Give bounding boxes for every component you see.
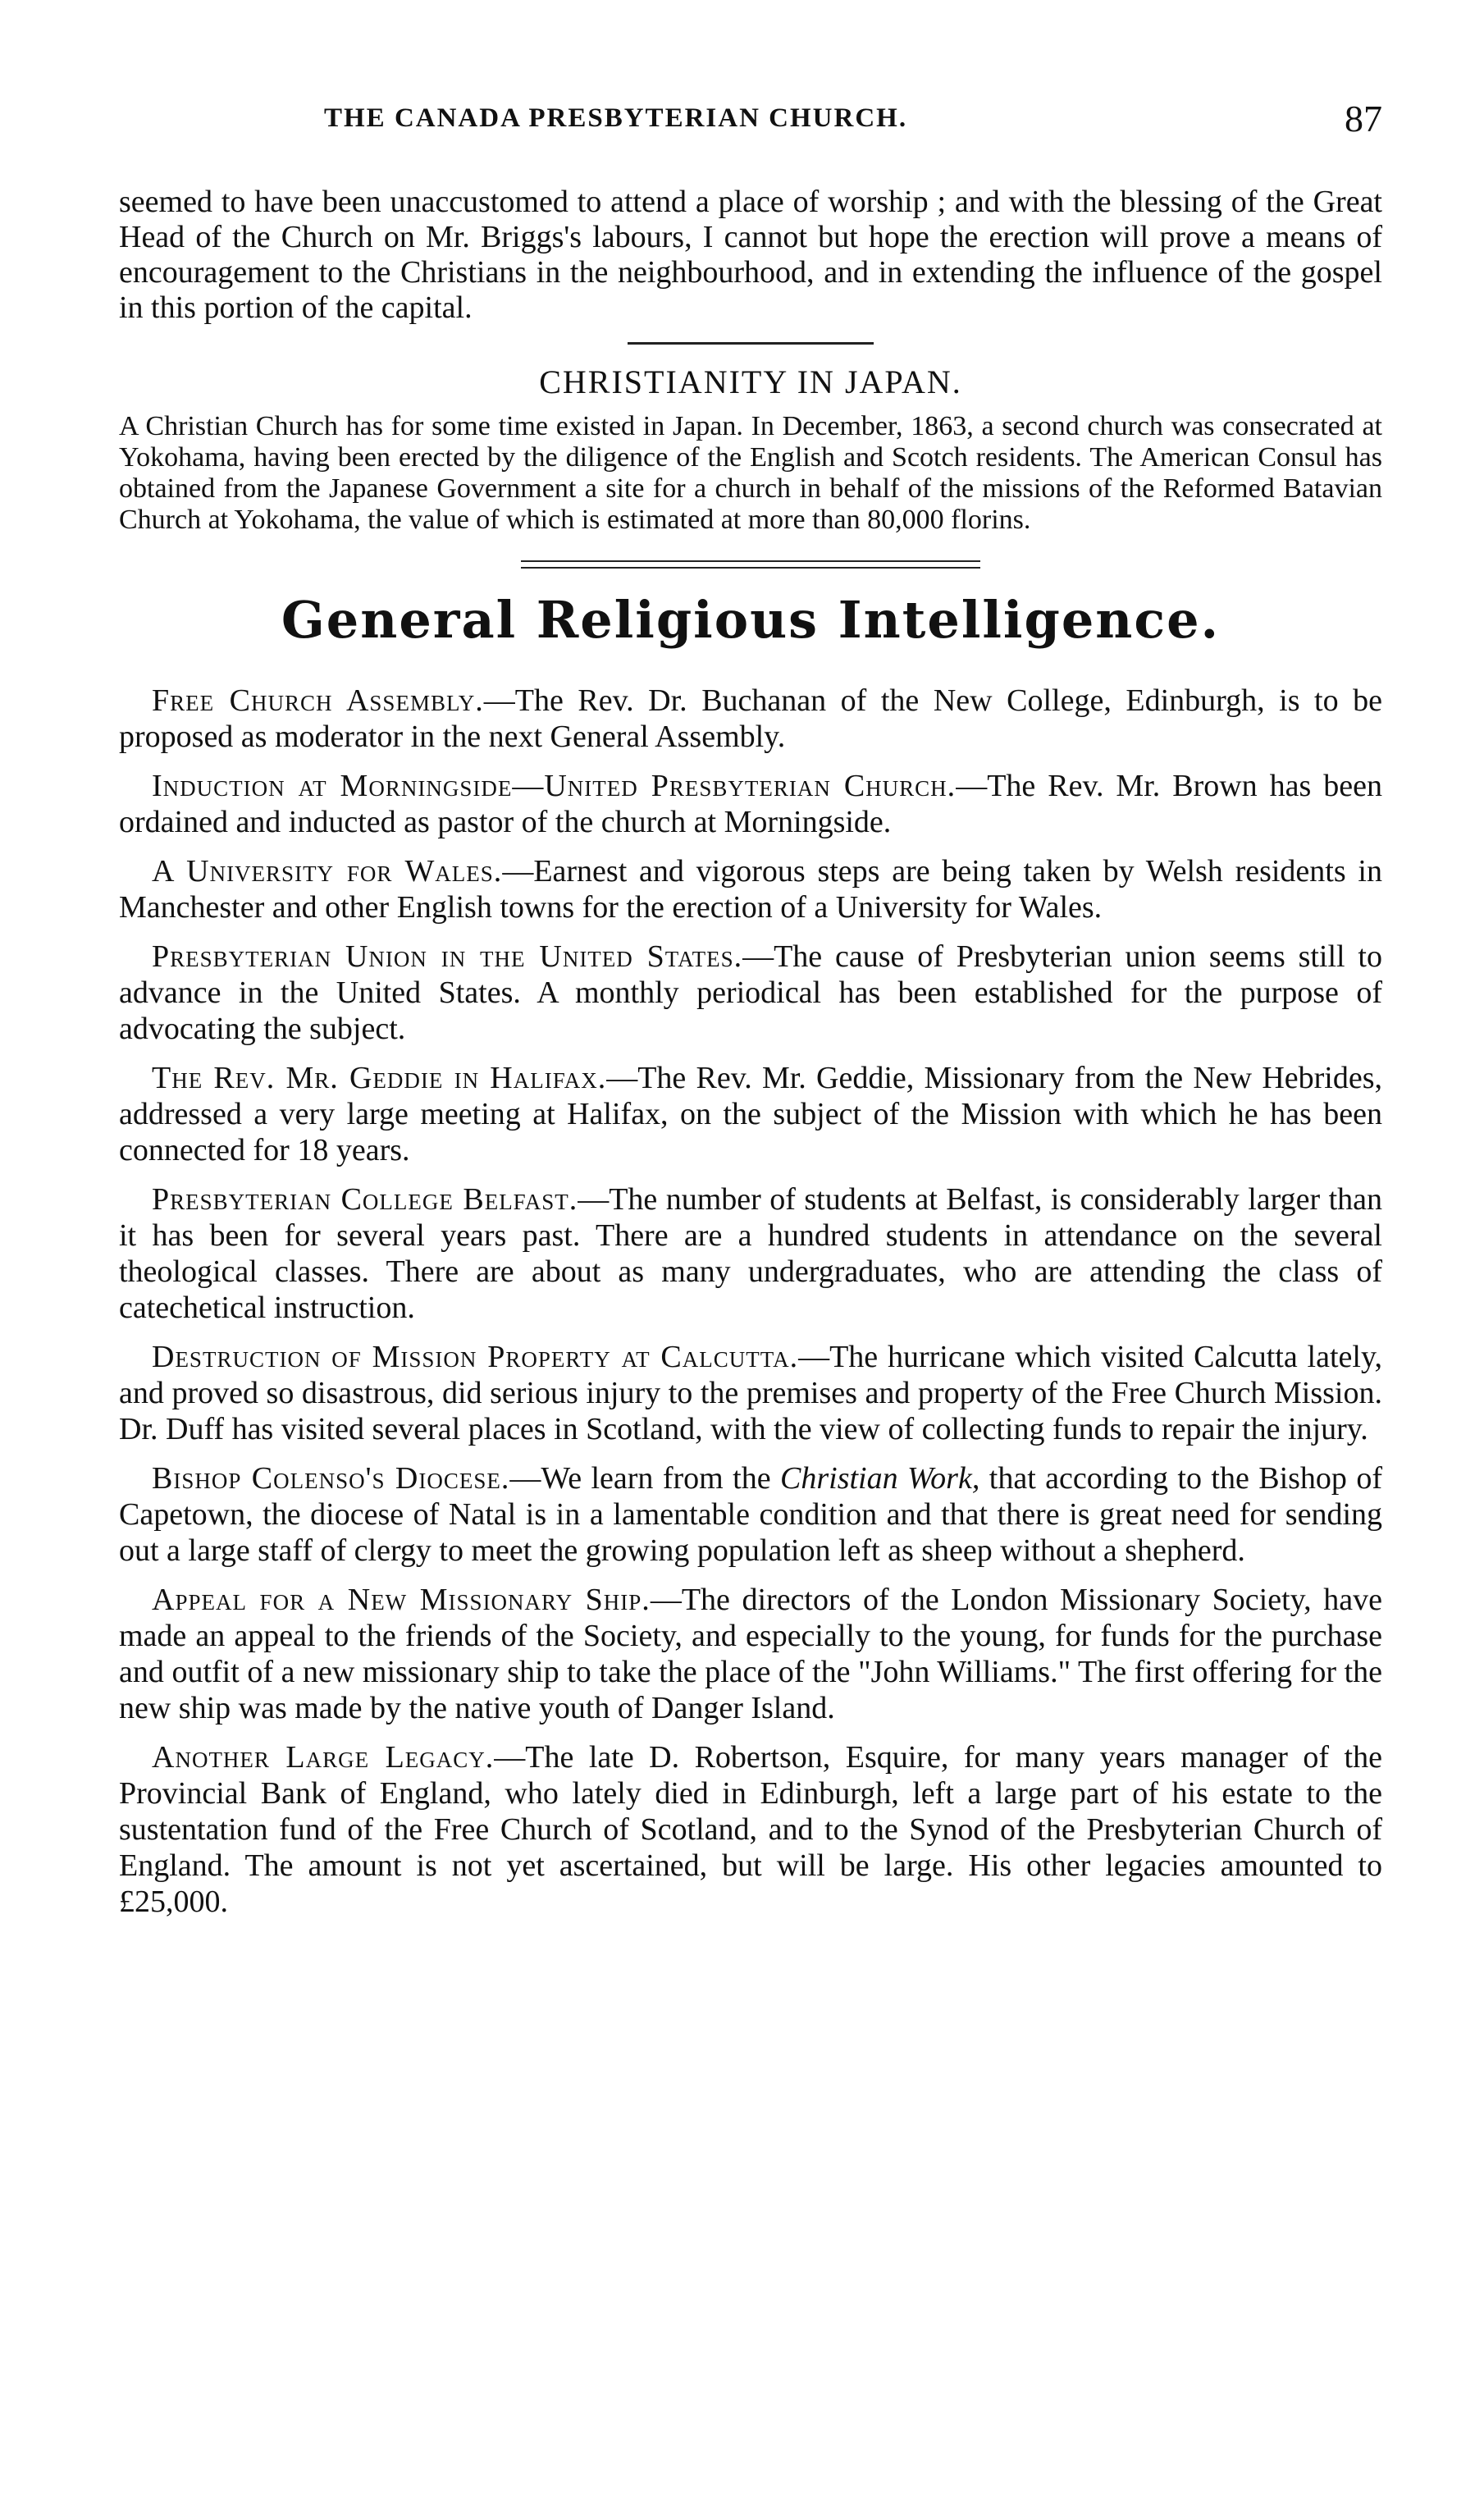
news-item-belfast xyxy=(119,1181,1382,1326)
japan-paragraph: A Christian Church has for some time existed in Japan. In December, 1863, a second church was consecrated at Yokohama, having been erected by the diligence of the English and Scotch residents. The American Consul has obtained from the Japanese Government a site for a church in behalf of the missions of the Reformed Batavian Church at Yokohama, the value of which is estimated at more than 80,000 florins. xyxy=(119,411,1382,535)
news-text: that according to the Bishop of Capetown, the diocese of Natal is in a lamentable condition and that there is great need for sending out a large staff of clergy to meet the growing population left as sheep without a shepherd. xyxy=(119,1461,1383,1568)
news-heading: Appeal for a New Missionary Ship. xyxy=(152,1583,651,1617)
news-text: —The directors of the London Missionary Society, have made an appeal to the friends of the Society, and especially to the young, for funds for the purchase and outfit of a new missionary ship to take the place of the "John Williams." The first offering for the new ship was made by the native youth of Danger Island. xyxy=(119,1583,1382,1725)
news-heading: Induction at Morningside—United Presbyterian Church. xyxy=(152,769,957,803)
news-text: —The Rev. Mr. Brown has been ordained and inducted as pastor of the church at Morningside. xyxy=(119,769,1382,839)
news-text: —Earnest and vigorous steps are being taken by Welsh residents in Manchester and other English towns for the erection of a University for Wales. xyxy=(119,854,1382,925)
news-heading: Presbyterian Union in the United States. xyxy=(152,939,743,974)
news-item-wales xyxy=(119,853,1382,925)
news-heading: Another Large Legacy. xyxy=(152,1740,495,1775)
page-body xyxy=(119,185,1382,1933)
news-heading: A University for Wales. xyxy=(152,854,503,889)
news-item-calcutta xyxy=(119,1339,1382,1447)
news-item-morningside xyxy=(119,768,1382,840)
page-header xyxy=(119,97,1382,146)
news-item-colenso xyxy=(119,1460,1382,1569)
news-text: —The number of students at Belfast, is considerably larger than it has been for several years past. There are a hundred students in attendance on the several theological classes. There are about as many undergraduates, who are attending the class of catechetical instruction. xyxy=(119,1182,1382,1325)
news-item-legacy xyxy=(119,1739,1382,1920)
news-heading: Bishop Colenso's Diocese. xyxy=(152,1461,510,1496)
running-head: THE CANADA PRESBYTERIAN CHURCH. xyxy=(324,103,908,133)
news-text: —We learn from the xyxy=(509,1461,780,1496)
news-text: —The Rev. Dr. Buchanan of the New College, Edinburgh, is to be proposed as moderator in the next General Assembly. xyxy=(119,683,1382,754)
news-text: —The hurricane which visited Calcutta lately, and proved so disastrous, did serious injury to the premises and property of the Free Church Mission. Dr. Duff has visited several places in Scotland, with the view of collecting funds to repair the injury. xyxy=(119,1340,1382,1446)
intelligence-list xyxy=(119,683,1382,1920)
news-text: —The late D. Robertson, Esquire, for many years manager of the Provincial Bank of England, who lately died in Edinburgh, left a large part of his estate to the sustentation fund of the Free Church of Scotland, and to the Synod of the Presbyterian Church of England. The amount is not yet ascertained, but will be large. His other legacies amounted to £25,000. xyxy=(119,1740,1382,1919)
news-text: —The Rev. Mr. Geddie, Missionary from the New Hebrides, addressed a very large meeting at Halifax, on the subject of the Mission with which he has been connected for 18 years. xyxy=(119,1061,1382,1167)
news-item-geddie xyxy=(119,1060,1382,1168)
news-heading: Destruction of Mission Property at Calcutta. xyxy=(152,1340,799,1374)
page-number: 87 xyxy=(1345,98,1382,139)
section-divider xyxy=(628,342,874,345)
news-text: —The cause of Presbyterian union seems still to advance in the United States. A monthly periodical has been established for the purpose of advocating the subject. xyxy=(119,939,1382,1046)
news-heading: The Rev. Mr. Geddie in Halifax. xyxy=(152,1061,607,1095)
news-italic: Christian Work, xyxy=(780,1461,980,1496)
intelligence-title: General Religious Intelligence. xyxy=(281,590,1221,650)
japan-title: CHRISTIANITY IN JAPAN. xyxy=(539,363,962,400)
japan-section xyxy=(119,363,1382,536)
double-rule-divider xyxy=(521,560,980,569)
news-item-missionary-ship xyxy=(119,1582,1382,1726)
opening-paragraph: seemed to have been unaccustomed to attend a place of worship ; and with the blessing of the Great Head of the Church on Mr. Briggs's labours, I cannot but hope the erection will prove a means of encouragement to the Christians in the neighbourhood, and in extending the influence of the gospel in this portion of the capital. xyxy=(119,185,1382,325)
news-item-free-church xyxy=(119,683,1382,755)
news-item-presbyterian-union xyxy=(119,939,1382,1047)
news-heading: Free Church Assembly. xyxy=(152,683,484,718)
news-heading: Presbyterian College Belfast. xyxy=(152,1182,578,1217)
